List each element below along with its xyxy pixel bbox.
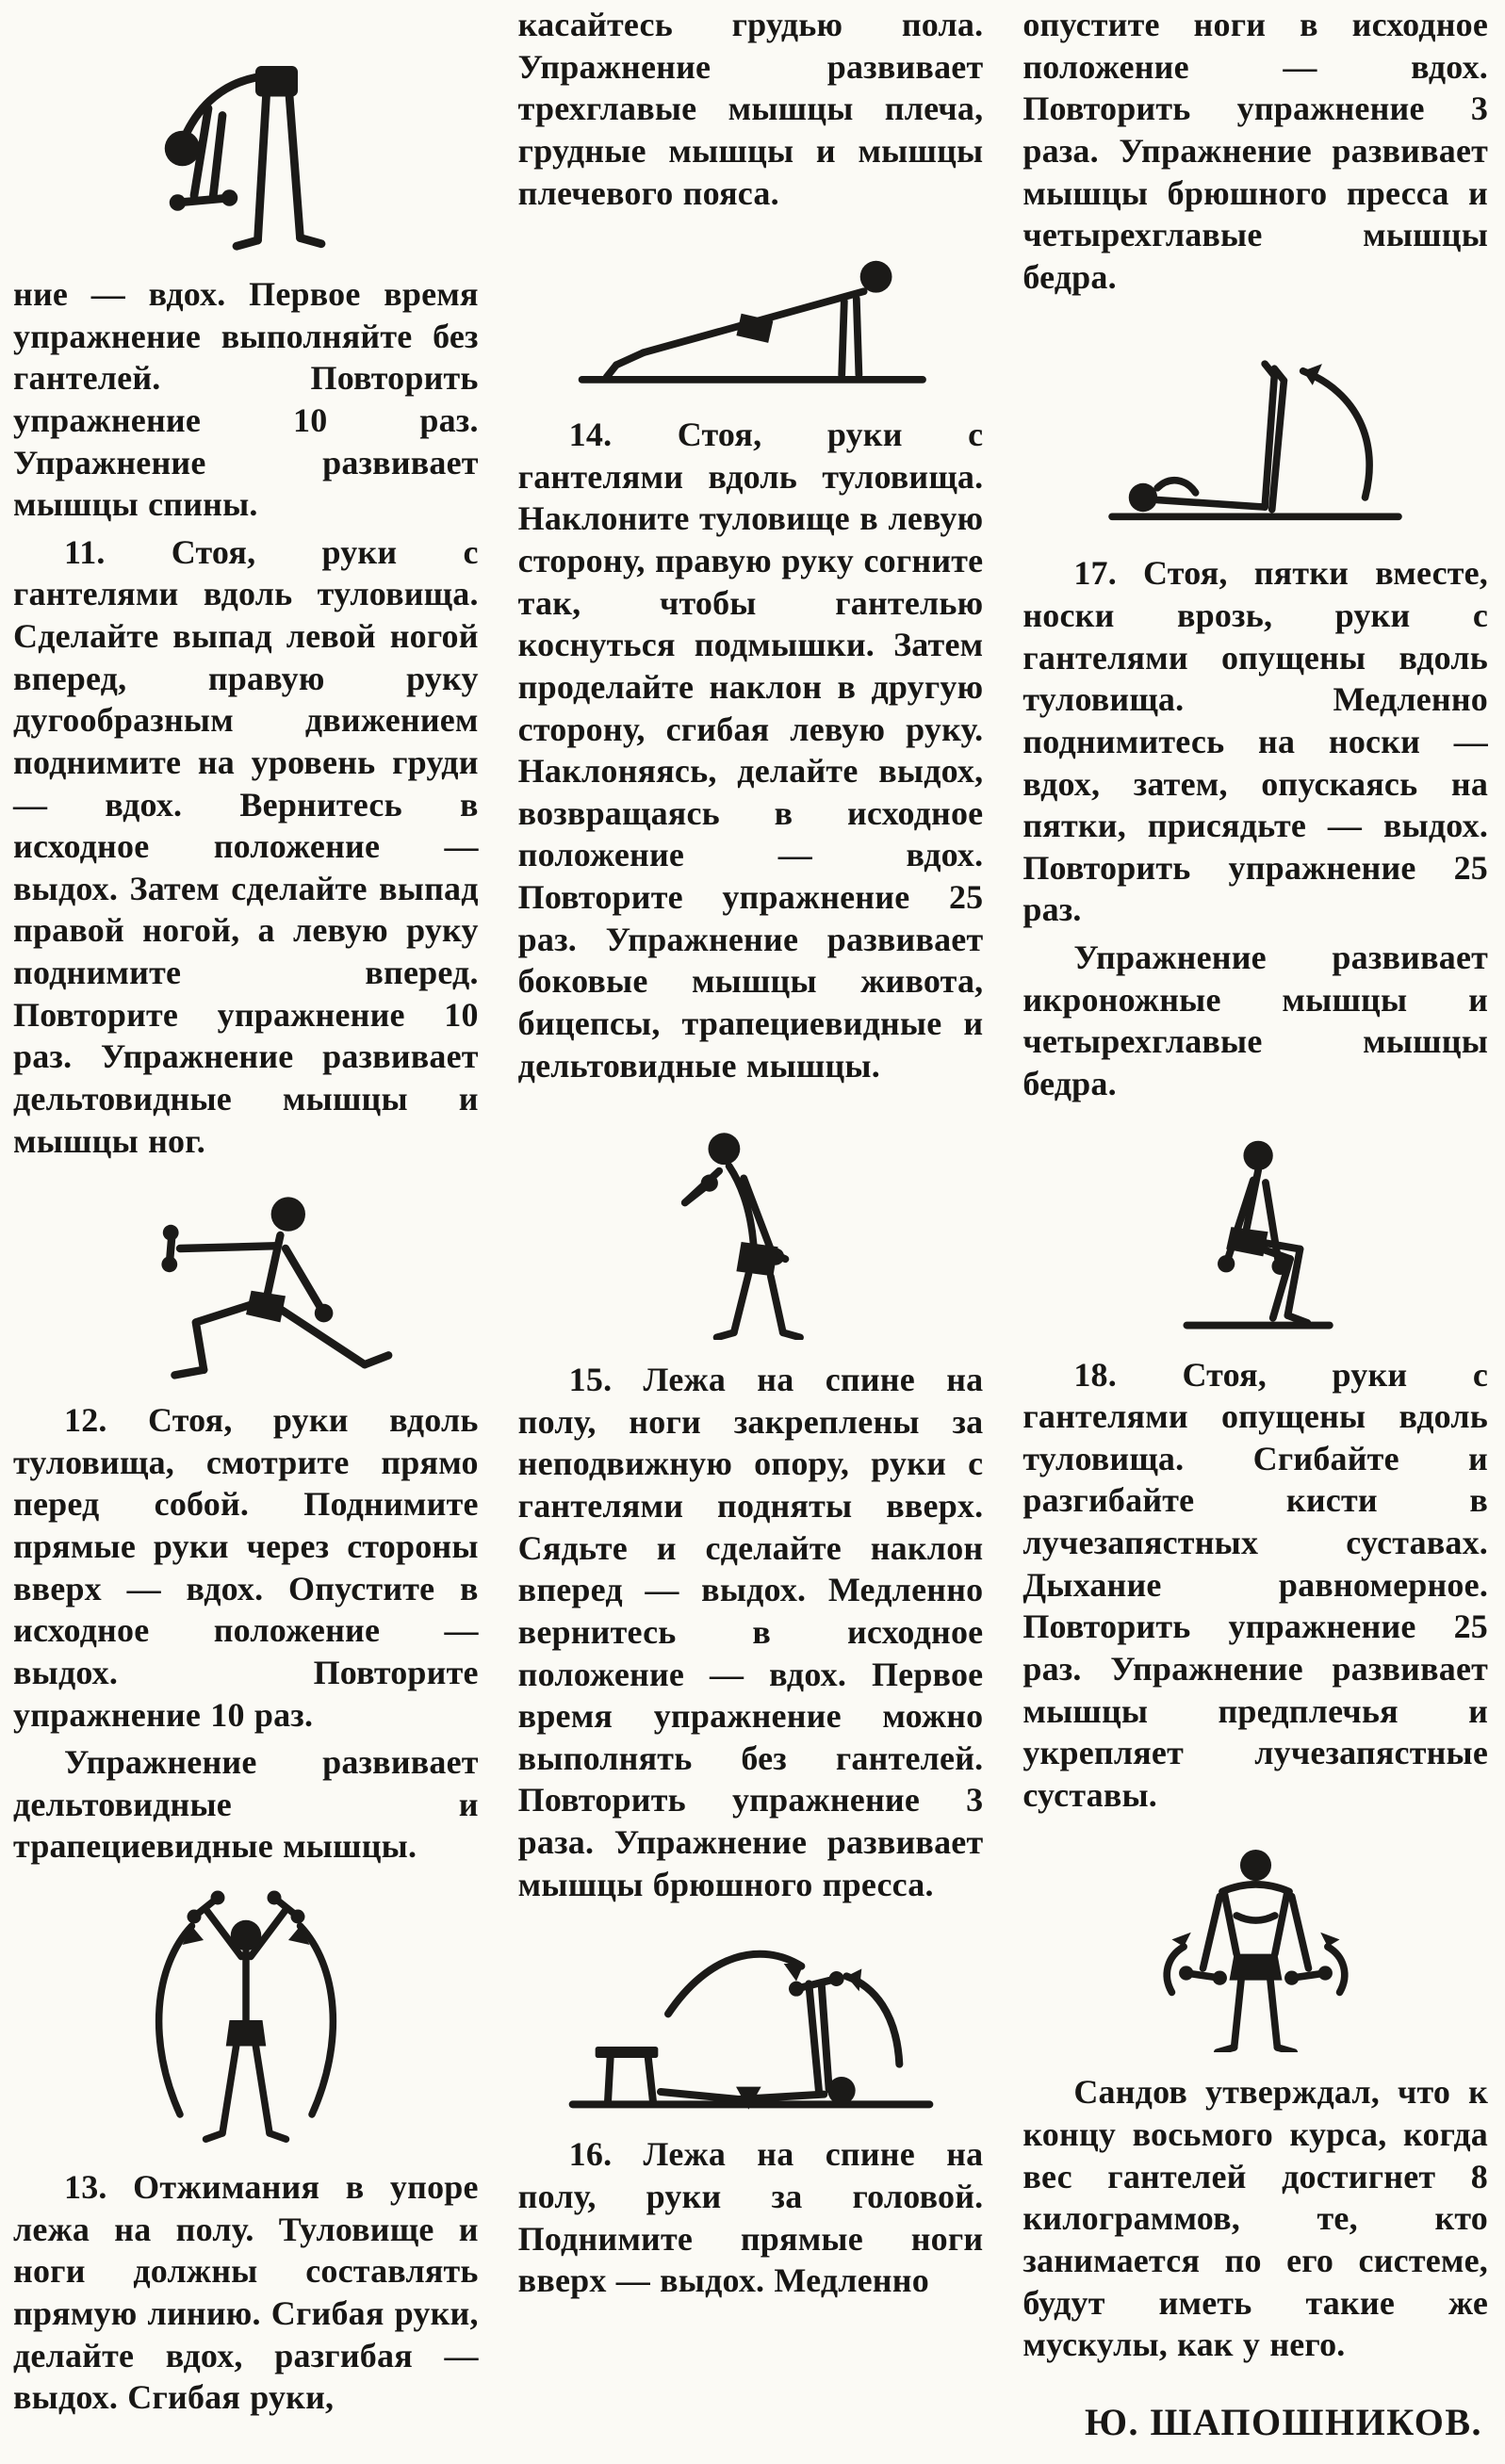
paragraph-exercise-17-effect: Упражнение развивает икроножные мышцы и четырехглавые мышцы бедра.	[1022, 938, 1489, 1102]
paragraph-exercise-17: 17. Стоя, пятки вместе, носки врозь, руки с гантелями опущены вдоль туловища. Медленно поднимитесь на носки — вдох, затем, опускаясь на пятки, присядьте — выдох. Повторить упражнение 25 раз.	[1022, 554, 1489, 929]
paragraph-pushup-continuation: касайтесь грудью пола. Упражнение развивает трехглавые мышцы плеча, грудные мышцы и мышцы плечевого пояса.	[517, 6, 984, 212]
illustration-wrist-curl	[1136, 1836, 1376, 2052]
pushup-figure-icon	[567, 235, 935, 395]
column-left	[13, 4, 479, 2451]
illustration-forward-bend	[105, 19, 387, 254]
illustration-leg-raise	[1100, 318, 1411, 533]
paragraph-exercise-14: 14. Стоя, руки с гантелями вдоль туловища. Наклоните туловище в левую сторону, правую руку согните так, чтобы гантелью коснуться подмышки. Затем проделайте наклон в другую сторону, сгибая левую руку. Наклоняясь, делайте выдох, возвращаясь в исходное положение — вдох. Повторите упражнение 25 раз. Упражнение развивает боковые мышцы живота, бицепсы, трапециевидные и дельтовидные мышцы.	[517, 416, 984, 1085]
paragraph-exercise-11: 11. Стоя, руки с гантелями вдоль туловища. Сделайте выпад левой ногой вперед, правую руку дугообразным движением поднимите на уровень груди — вдох. Вернитесь в исходное положение — выдох. Затем сделайте выпад правой ногой, а левую руку поднимите вперед. Повторите упражнение 10 раз. Упражнение развивает дельтовидные мышцы и мышцы ног.	[13, 532, 479, 1160]
illustration-lunge	[48, 1183, 444, 1380]
column-right	[1022, 4, 1488, 2451]
illustration-side-bend	[629, 1107, 874, 1340]
paragraph-exercise-16: 16. Лежа на спине на полу, руки за головой. Поднимите прямые ноги вверх — выдох. Медленно	[517, 2135, 984, 2300]
leg-raise-figure-icon	[1100, 318, 1411, 533]
author-signature: Ю. ШАПОШНИКОВ.	[1084, 2400, 1483, 2443]
wrist-curl-figure-icon	[1136, 1836, 1376, 2052]
illustration-squat	[1145, 1126, 1366, 1335]
side-bend-figure-icon	[629, 1107, 874, 1340]
overhead-raise-figure-icon	[128, 1888, 364, 2147]
column-middle	[518, 4, 984, 2451]
illustration-overhead-raise	[128, 1888, 364, 2147]
paragraph-exercise-13: 13. Отжимания в упоре лежа на полу. Туловище и ноги должны составлять прямую линию. Сгибая руки, делайте вдох, разгибая — выдох. Сгибая руки,	[13, 2168, 479, 2417]
paragraph-exercise-18: 18. Стоя, руки с гантелями опущены вдоль туловища. Сгибайте и разгибайте кисти в лучезапястных суставах. Дыхание равномерное. Повторить упражнение 25 раз. Упражнение развивает мышцы предплечья и укрепляет лучезапястные суставы.	[1022, 1355, 1489, 1814]
paragraph-back-exercise-continuation: ние — вдох. Первое время упражнение выполняйте без гантелей. Повторить упражнение 10 раз. Упражнение развивает мышцы спины.	[13, 275, 479, 524]
lunge-figure-icon	[48, 1183, 444, 1380]
illustration-pushup	[567, 235, 935, 395]
paragraph-exercise-12-effect: Упражнение развивает дельтовидные и трапециевидные мышцы.	[13, 1743, 479, 1866]
paragraph-exercise-12: 12. Стоя, руки вдоль туловища, смотрите прямо перед собой. Поднимите прямые руки через стороны вверх — вдох. Опустите в исходное положение — выдох. Повторите упражнение 10 раз.	[13, 1401, 479, 1734]
situp-figure-icon	[563, 1926, 940, 2114]
illustration-situp	[563, 1926, 940, 2114]
paragraph-exercise-15: 15. Лежа на спине на полу, ноги закреплены за неподвижную опору, руки с гантелями подняты вверх. Сядьте и сделайте наклон вперед — выдох. Медленно вернитесь в исходное положение — вдох. Первое время упражнение можно выполнять без гантелей. Повторить упражнение 3 раза. Упражнение развивает мышцы брюшного пресса.	[517, 1361, 984, 1903]
paragraph-sandow-quote: Сандов утверждал, что к концу восьмого курса, когда вес гантелей достигнет 8 килограммов, те, кто занимается по его системе, будут иметь такие же мускулы, как у него.	[1022, 2073, 1489, 2364]
squat-figure-icon	[1145, 1126, 1366, 1335]
paragraph-leg-lower-continuation: опустите ноги в исходное положение — вдох. Повторить упражнение 3 раза. Упражнение развивает мышцы брюшного пресса и четырехглавые мышцы бедра.	[1022, 6, 1489, 296]
forward-bend-figure-icon	[105, 19, 387, 254]
